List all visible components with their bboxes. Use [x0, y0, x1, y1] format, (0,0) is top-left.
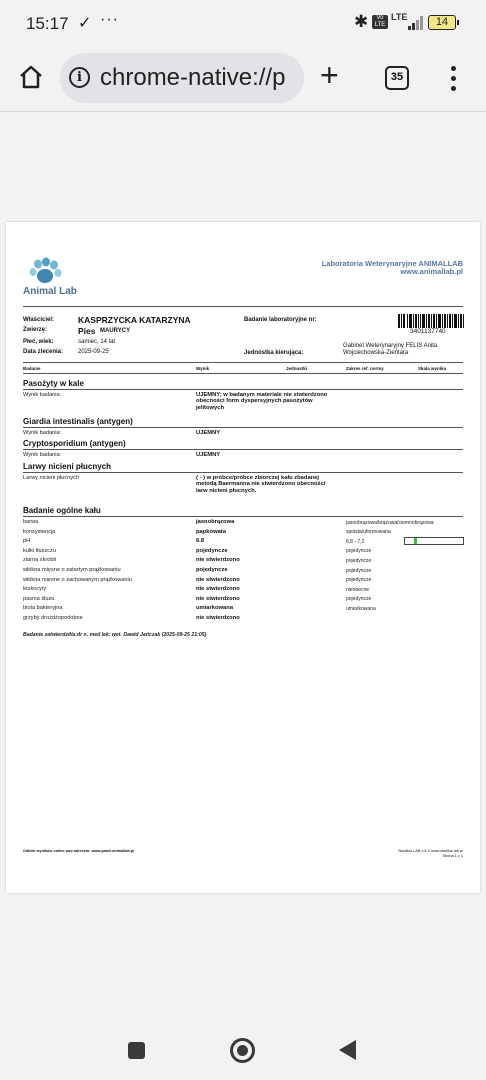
- table-row-value: jasnobrązowa: [196, 519, 235, 525]
- row-label: Wynik badania:: [23, 430, 62, 436]
- unit-label: Jednostka kierująca:: [244, 350, 304, 356]
- page-number: Strona 1 z 1: [442, 854, 463, 858]
- download-done-icon: ✓: [78, 15, 92, 32]
- unit-value: Gabinet Weterynaryjny FELIS Anita Wojciechowska-Zientara: [343, 343, 438, 356]
- result-value: UJEMNY; w badanym materiale nie stwierdzono obecności form dyspersyjnych pasożytów jelitowych: [196, 392, 328, 411]
- sex-age-value: samiec, 14 lat: [78, 339, 116, 345]
- divider: [23, 516, 463, 517]
- table-row-name: pH: [23, 538, 31, 545]
- table-row-reference: pojedyncze: [346, 567, 372, 574]
- footer-left: Odbiór wyników online pod adresem: www.panel.animallab.pl: [23, 849, 135, 853]
- table-row-name: leukocyty: [23, 586, 47, 593]
- divider: [23, 373, 463, 374]
- result-value: UJEMNY: [196, 452, 221, 458]
- barcode-number: 3401137740: [410, 328, 446, 335]
- row-label: Wynik badania:: [23, 392, 62, 398]
- back-button[interactable]: [339, 1040, 356, 1060]
- table-row-reference: spoista/uformowana: [346, 529, 391, 536]
- info-icon[interactable]: i: [69, 67, 90, 88]
- url-text[interactable]: chrome-native://p: [100, 64, 286, 91]
- species-value: Pies: [78, 326, 96, 336]
- ph-scale-bar: [404, 537, 464, 545]
- status-time: 15:17: [26, 14, 69, 33]
- table-row-name: pasma śluzu: [23, 595, 55, 602]
- more-notifications-icon: ···: [100, 11, 119, 28]
- section-title: Badanie ogólne kału: [23, 506, 101, 515]
- table-row-name: konsystencja: [23, 528, 56, 535]
- column-header: Wynik: [196, 366, 210, 371]
- column-header: Skala wyniku: [418, 366, 447, 371]
- volte-icon: Vo LTE: [372, 15, 388, 29]
- home-icon: [16, 62, 46, 92]
- section-title: Larwy nicieni płucnych: [23, 462, 112, 471]
- table-row-value: umiarkowana: [196, 605, 234, 612]
- table-row-value: nie stwierdzono: [196, 586, 240, 593]
- network-type: LTE: [391, 12, 408, 22]
- divider: [23, 449, 463, 450]
- browser-toolbar: [0, 46, 486, 112]
- divider: [23, 389, 463, 390]
- lab-name: Laboratoria Weterynaryjne ANIMALLAB: [321, 259, 463, 268]
- animal-name-value: MAURYCY: [100, 328, 131, 334]
- home-nav-button[interactable]: [230, 1038, 255, 1063]
- table-row-name: barwa: [23, 519, 39, 525]
- table-row-name: grzyby drożdżopodobne: [23, 615, 83, 621]
- bluetooth-icon: ✱: [354, 12, 369, 31]
- tab-switcher-button[interactable]: 35: [385, 66, 409, 90]
- system-nav-bar: [0, 1020, 486, 1080]
- table-row-value: 6.8: [196, 538, 205, 545]
- pdf-page: [6, 222, 480, 893]
- lab-test-label: Badanie laboratoryjne nr:: [244, 317, 317, 323]
- paw-logo-icon: [28, 257, 62, 285]
- table-row-reference: umiarkowana: [346, 605, 376, 612]
- table-row-value: pojedyncze: [196, 547, 228, 554]
- order-date-label: Data zlecenia:: [23, 349, 64, 355]
- divider: [23, 362, 463, 363]
- table-row-name: włókna mięsne o zatartym prążkowaniu: [23, 567, 121, 573]
- table-row-reference: pojedyncze: [346, 596, 372, 603]
- approval-note: Badanie zatwierdził/a:dr n. med lek. wet. Dawid Jańczak (2025-09-25 21:05): [23, 632, 207, 638]
- table-row-reference: jasnobrązowa/brązowa/ciemnobrązowa: [346, 519, 434, 526]
- sex-age-label: Płeć, wiek:: [23, 339, 54, 345]
- row-label: Larwy nicieni płucnych: [23, 475, 79, 481]
- section-title: Giardia intestinalis (antygen): [23, 417, 133, 426]
- table-row-name: włókna mięsne o zachowanym prążkowaniu: [23, 576, 132, 583]
- new-tab-button[interactable]: +: [320, 57, 339, 93]
- table-row-reference: pojedyncze: [346, 548, 372, 555]
- barcode-image: [398, 314, 464, 328]
- owner-label: Właściciel:: [23, 317, 55, 323]
- table-row-name: ziarna skrobii: [23, 557, 56, 564]
- table-row-reference: pojedyncze: [346, 557, 372, 564]
- owner-value: KASPRZYCKA KATARZYNA: [78, 315, 191, 325]
- lab-url: www.animallab.pl: [400, 267, 463, 276]
- home-button[interactable]: [16, 62, 46, 92]
- section-title: Cryptosporidium (antygen): [23, 439, 126, 448]
- footer-right: [398, 849, 463, 859]
- table-row-reference: 6,8 - 7,2: [346, 538, 365, 545]
- table-row-name: kulki tłuszczu: [23, 547, 56, 554]
- ph-scale-marker: [414, 538, 417, 544]
- divider: [23, 427, 463, 428]
- menu-button[interactable]: [448, 64, 458, 94]
- table-row-name: biota bakteryjna: [23, 605, 63, 612]
- table-row-value: nie stwierdzono: [196, 615, 240, 621]
- status-bar: [0, 0, 486, 46]
- table-row-value: nie stwierdzono: [196, 576, 240, 583]
- table-row-value: nie stwierdzono: [196, 595, 240, 602]
- battery-icon: 14: [428, 15, 456, 30]
- table-row-value: papkowata: [196, 528, 226, 535]
- column-header: Jednostki: [286, 366, 308, 371]
- recents-button[interactable]: [128, 1042, 145, 1059]
- section-title: Pasożyty w kale: [23, 379, 84, 388]
- table-row-reference: nieobecne: [346, 586, 370, 593]
- address-bar[interactable]: [60, 53, 304, 103]
- animal-label: Zwierzę:: [23, 327, 48, 333]
- logo-text: Animal Lab: [23, 286, 77, 297]
- column-header: Badanie: [23, 366, 41, 371]
- table-row-value: pojedyncze: [196, 567, 228, 573]
- divider: [23, 306, 463, 307]
- footer-version: Nautilus LAB v.3.3 www.nautilus-lab.pl: [398, 849, 463, 853]
- row-label: Wynik badania:: [23, 452, 62, 458]
- result-value: UJEMNY: [196, 430, 221, 436]
- signal-icon: [408, 14, 424, 30]
- order-date-value: 2025-09-25: [78, 349, 109, 355]
- divider: [23, 472, 463, 473]
- result-value: ( - ) w próbce/próbce zbiorczej kału zbadanej metodą Baermanna nie stwierdzono obecności larw nicieni płucnych.: [196, 475, 326, 494]
- column-header: Zakres ref. normy: [346, 366, 384, 371]
- table-row-reference: pojedyncze: [346, 577, 372, 584]
- table-row-value: nie stwierdzono: [196, 557, 240, 564]
